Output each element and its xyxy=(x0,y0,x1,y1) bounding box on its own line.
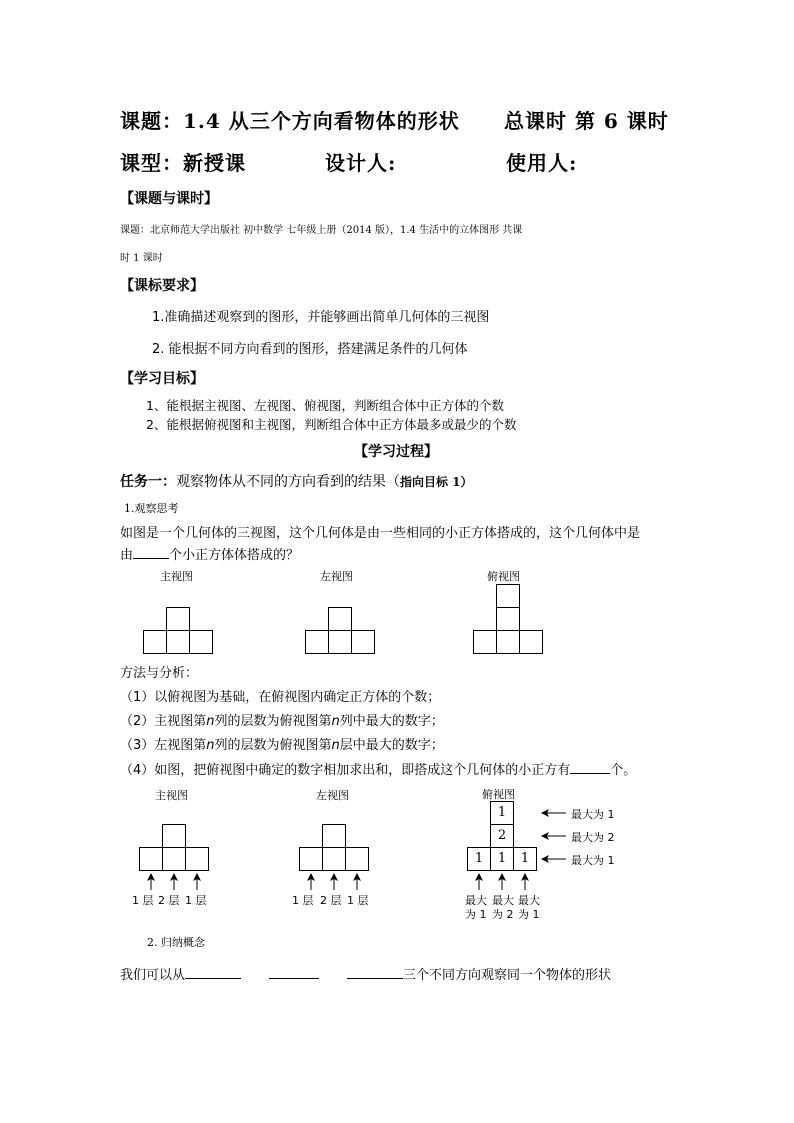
designer: 设计人: xyxy=(325,151,397,175)
max-label: 最大 xyxy=(465,894,487,907)
row-max-label: 最大为 1 xyxy=(571,854,615,867)
topic-heading: 【课题与课时】 xyxy=(120,191,218,207)
user: 使用人: xyxy=(506,151,578,175)
topic-line-1: 课题：北京师范大学出版社 初中数学 七年级上册（2014 版），1.4 生活中的立体图形 共课 xyxy=(120,225,523,236)
m2a: （2）主视图第 xyxy=(120,714,207,729)
layer-label: 1 层 xyxy=(292,894,314,907)
concept-blank-1[interactable] xyxy=(185,978,241,979)
fig1-left-label: 左视图 xyxy=(320,570,353,583)
standard-item-2: 2. 能根据不同方向看到的图形，搭建满足条件的几何体 xyxy=(152,342,468,357)
layer-label: 1 层 xyxy=(132,894,154,907)
top-cell-number: 2 xyxy=(490,824,514,848)
question-line-2b: 个小正方体体搭成的？ xyxy=(169,548,300,563)
goal-item-1: 1、能根据主视图、左视图、俯视图，判断组合体中正方体的个数 xyxy=(146,398,504,413)
m4a: （4）如图，把俯视图中确定的数字相加求出和，即搭成这个几何体的小正方有 xyxy=(120,763,571,778)
max-label: 最大 xyxy=(518,894,540,907)
task1-title-bold: 任务一： xyxy=(120,474,176,490)
task1-title-tail: 指向目标 1） xyxy=(400,475,473,489)
max-value: 为 1 xyxy=(465,908,487,921)
fig2-left-label: 左视图 xyxy=(316,789,349,802)
sub-concept: 2. 归纳概念 xyxy=(147,936,205,949)
layer-label: 1 层 xyxy=(185,894,207,907)
m2b: 列的层数为俯视图第 xyxy=(214,714,332,729)
concept-b: 三个不同方向观察同一个物体的形状 xyxy=(403,968,612,983)
n-var: n xyxy=(331,714,340,729)
title-line: 课题：1.4 从三个方向看物体的形状 xyxy=(120,109,460,133)
method-heading: 方法与分析： xyxy=(120,666,199,681)
topic-line-2: 时 1 课时 xyxy=(120,253,163,264)
m3a: （3）左视图第 xyxy=(120,738,207,753)
concept-a: 我们可以从 xyxy=(120,968,186,983)
fig1-top-label: 俯视图 xyxy=(487,570,520,583)
standard-heading: 【课标要求】 xyxy=(120,278,204,294)
top-cell-number: 1 xyxy=(490,801,514,825)
fig2-front-label: 主视图 xyxy=(155,789,188,802)
layer-label: 2 层 xyxy=(158,894,180,907)
top-cell-number: 1 xyxy=(513,847,537,871)
top-cell-number: 1 xyxy=(467,847,491,871)
task1-title-text: 观察物体从不同的方向看到的结果（ xyxy=(176,474,400,490)
concept-blank-3[interactable] xyxy=(347,978,403,979)
layer-label: 1 层 xyxy=(347,894,369,907)
standard-item-1: 1.准确描述观察到的图形，并能够画出简单几何体的三视图 xyxy=(152,310,490,325)
concept-line xyxy=(120,964,611,983)
row-max-label: 最大为 1 xyxy=(571,808,615,821)
n-var: n xyxy=(206,714,215,729)
concept-blank-2[interactable] xyxy=(269,978,319,979)
sub-observe: 1.观察思考 xyxy=(124,502,179,515)
m3b: 列的层数为俯视图第 xyxy=(214,738,332,753)
question-line-2a: 由 xyxy=(120,548,134,563)
total-periods: 总课时 第 6 课时 xyxy=(504,109,669,133)
max-value: 为 2 xyxy=(492,908,514,921)
process-heading: 【学习过程】 xyxy=(354,444,438,460)
fig2-top-label: 俯视图 xyxy=(482,788,515,801)
layer-label: 2 层 xyxy=(320,894,342,907)
m2c: 列中最大的数字； xyxy=(339,714,444,729)
n-var: n xyxy=(331,738,340,753)
fig1-front-label: 主视图 xyxy=(160,570,193,583)
n-var: n xyxy=(206,738,215,753)
m4b: 个。 xyxy=(610,763,637,778)
lesson-type: 课型：新授课 xyxy=(120,151,246,175)
goal-heading: 【学习目标】 xyxy=(120,371,204,387)
goal-item-2: 2、能根据俯视图和主视图，判断组合体中正方体最多或最少的个数 xyxy=(146,417,517,432)
m3c: 层中最大的数字； xyxy=(339,738,444,753)
method-1: （1）以俯视图为基础，在俯视图内确定正方体的个数； xyxy=(120,690,441,705)
question-line-1: 如图是一个几何体的三视图，这个几何体是由一些相同的小正方体搭成的，这个几何体中是 xyxy=(120,526,641,541)
row-max-label: 最大为 2 xyxy=(571,831,615,844)
top-cell-number: 1 xyxy=(490,847,514,871)
max-label: 最大 xyxy=(492,894,514,907)
max-value: 为 1 xyxy=(518,908,540,921)
